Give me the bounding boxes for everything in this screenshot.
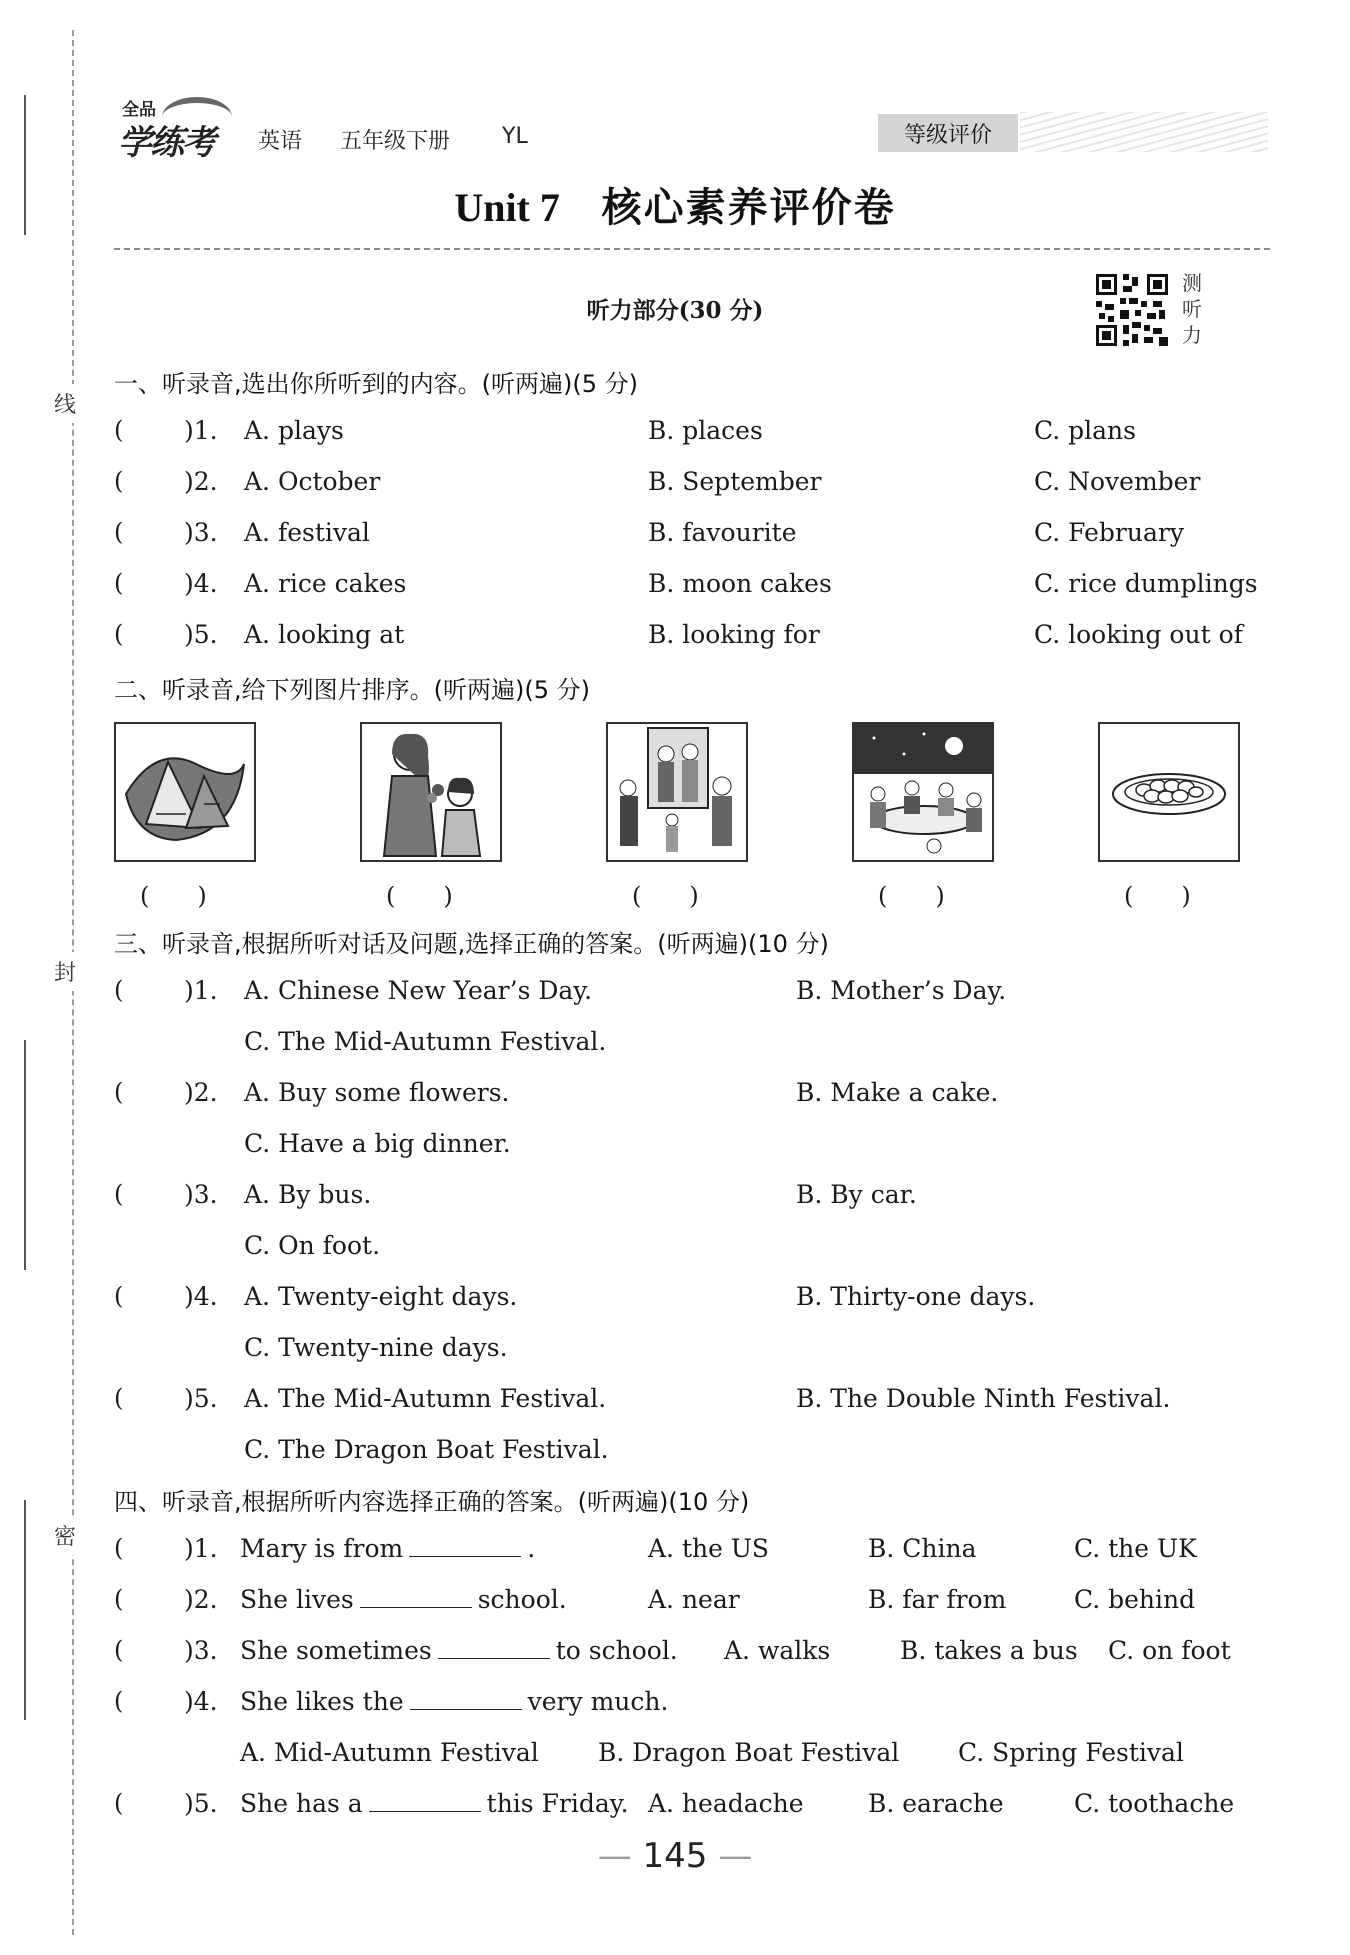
option-c[interactable]: C. on foot bbox=[1108, 1636, 1231, 1665]
question-number: )5. bbox=[184, 1789, 218, 1818]
option-a[interactable]: A. looking at bbox=[244, 620, 405, 649]
option-c[interactable]: C. Twenty-nine days. bbox=[244, 1333, 508, 1362]
option-b[interactable]: B. September bbox=[648, 467, 822, 496]
page-number: — 145 — bbox=[597, 1836, 753, 1876]
answer-paren-open[interactable]: ( bbox=[114, 1384, 124, 1412]
answer-paren-open[interactable]: ( bbox=[114, 569, 124, 597]
option-b[interactable]: B. far from bbox=[868, 1585, 1007, 1614]
grade-label: 五年级下册 bbox=[340, 129, 451, 154]
option-c[interactable]: C. November bbox=[1034, 467, 1201, 496]
question-number: )2. bbox=[184, 467, 218, 496]
option-b[interactable]: B. Mother’s Day. bbox=[796, 976, 1007, 1005]
option-b[interactable]: B. By car. bbox=[796, 1180, 917, 1209]
fill-in-blank[interactable] bbox=[369, 1789, 481, 1812]
fill-in-blank[interactable] bbox=[410, 1687, 522, 1710]
option-a[interactable]: A. walks bbox=[724, 1636, 831, 1665]
question-number: )1. bbox=[184, 416, 218, 445]
title-rule bbox=[114, 248, 1270, 250]
option-a[interactable]: A. headache bbox=[648, 1789, 804, 1818]
option-b[interactable]: B. earache bbox=[868, 1789, 1004, 1818]
margin-label-secret: 密 bbox=[54, 1516, 76, 1555]
stem-text-after: to school. bbox=[555, 1636, 678, 1665]
listening-heading: 听力部分(30 分) bbox=[586, 297, 764, 324]
option-c[interactable]: C. behind bbox=[1074, 1585, 1196, 1614]
edition-label: YL bbox=[502, 124, 528, 149]
answer-paren-open[interactable]: ( bbox=[114, 976, 124, 1004]
option-c[interactable]: C. On foot. bbox=[244, 1231, 381, 1260]
option-b[interactable]: B. China bbox=[868, 1534, 977, 1563]
decorative-stripes bbox=[1020, 112, 1268, 152]
option-a[interactable]: A. near bbox=[648, 1585, 740, 1614]
answer-paren-open[interactable]: ( bbox=[114, 1687, 124, 1715]
option-a[interactable]: A. plays bbox=[244, 416, 344, 445]
option-b[interactable]: B. Dragon Boat Festival bbox=[598, 1738, 900, 1767]
question-number: )1. bbox=[184, 976, 218, 1005]
question-number: )3. bbox=[184, 1180, 218, 1209]
answer-paren[interactable]: ( ) bbox=[140, 882, 207, 910]
question-number: )3. bbox=[184, 1636, 218, 1665]
answer-paren-open[interactable]: ( bbox=[114, 518, 124, 546]
option-b[interactable]: B. looking for bbox=[648, 620, 820, 649]
option-c[interactable]: C. The Mid-Autumn Festival. bbox=[244, 1027, 607, 1056]
answer-paren[interactable]: ( ) bbox=[632, 882, 699, 910]
margin-label-seal: 封 bbox=[54, 952, 76, 991]
option-c[interactable]: C. The Dragon Boat Festival. bbox=[244, 1435, 609, 1464]
answer-paren[interactable]: ( ) bbox=[878, 882, 945, 910]
answer-paren-open[interactable]: ( bbox=[114, 1585, 124, 1613]
stem-text-after: very much. bbox=[527, 1687, 669, 1716]
option-b[interactable]: B. Make a cake. bbox=[796, 1078, 999, 1107]
section3-heading: 三、听录音,根据所听对话及问题,选择正确的答案。(听两遍)(10 分) bbox=[114, 930, 829, 958]
answer-paren-open[interactable]: ( bbox=[114, 467, 124, 495]
option-a[interactable]: A. the US bbox=[648, 1534, 770, 1563]
option-b[interactable]: B. Thirty-one days. bbox=[796, 1282, 1036, 1311]
fill-in-blank[interactable] bbox=[360, 1585, 472, 1608]
margin-tick bbox=[24, 1040, 26, 1270]
question-number: )5. bbox=[184, 1384, 218, 1413]
answer-paren-open[interactable]: ( bbox=[114, 620, 124, 648]
stem-text-before: She likes the bbox=[240, 1687, 404, 1716]
question-number: )5. bbox=[184, 620, 218, 649]
option-a[interactable]: A. By bus. bbox=[244, 1180, 372, 1209]
option-a[interactable]: A. The Mid-Autumn Festival. bbox=[244, 1384, 607, 1413]
option-c[interactable]: C. plans bbox=[1034, 416, 1136, 445]
question-number: )2. bbox=[184, 1585, 218, 1614]
answer-paren[interactable]: ( ) bbox=[1124, 882, 1191, 910]
subject-label: 英语 bbox=[258, 129, 303, 154]
answer-paren-open[interactable]: ( bbox=[114, 1789, 124, 1817]
answer-paren-open[interactable]: ( bbox=[114, 1180, 124, 1208]
question-number: )4. bbox=[184, 1282, 218, 1311]
option-a[interactable]: A. rice cakes bbox=[244, 569, 407, 598]
page-title: Unit 7 核心素养评价卷 bbox=[454, 184, 896, 231]
margin-tick bbox=[24, 1500, 26, 1720]
option-a[interactable]: A. Twenty-eight days. bbox=[244, 1282, 518, 1311]
question-stem bbox=[240, 1687, 668, 1716]
answer-paren-open[interactable]: ( bbox=[114, 1534, 124, 1562]
rice-dumplings-picture bbox=[114, 722, 256, 862]
question-number: )2. bbox=[184, 1078, 218, 1107]
option-b[interactable]: B. favourite bbox=[648, 518, 797, 547]
option-c[interactable]: C. toothache bbox=[1074, 1789, 1235, 1818]
fill-in-blank[interactable] bbox=[409, 1534, 521, 1557]
question-number: )4. bbox=[184, 569, 218, 598]
option-c[interactable]: C. Have a big dinner. bbox=[244, 1129, 511, 1158]
answer-paren[interactable]: ( ) bbox=[386, 882, 453, 910]
option-b[interactable]: B. takes a bus bbox=[900, 1636, 1078, 1665]
option-a[interactable]: A. festival bbox=[244, 518, 370, 547]
stem-text-after: . bbox=[527, 1534, 536, 1563]
option-a[interactable]: A. Buy some flowers. bbox=[244, 1078, 510, 1107]
answer-paren-open[interactable]: ( bbox=[114, 1636, 124, 1664]
question-number: )1. bbox=[184, 1534, 218, 1563]
option-a[interactable]: A. October bbox=[244, 467, 381, 496]
grade-evaluation-badge: 等级评价 bbox=[878, 114, 1018, 152]
margin-label-line: 线 bbox=[54, 384, 76, 423]
stem-text-after: this Friday. bbox=[486, 1789, 629, 1818]
question-number: )3. bbox=[184, 518, 218, 547]
question-stem bbox=[240, 1585, 567, 1614]
answer-paren-open[interactable]: ( bbox=[114, 1078, 124, 1106]
option-b[interactable]: B. moon cakes bbox=[648, 569, 832, 598]
mother-daughter-flowers-picture bbox=[360, 722, 502, 862]
option-b[interactable]: B. The Double Ninth Festival. bbox=[796, 1384, 1171, 1413]
stem-text-before: Mary is from bbox=[240, 1534, 404, 1563]
question-number: )4. bbox=[184, 1687, 218, 1716]
stem-text-after: school. bbox=[477, 1585, 567, 1614]
option-c[interactable]: C. the UK bbox=[1074, 1534, 1197, 1563]
section4-heading: 四、听录音,根据所听内容选择正确的答案。(听两遍)(10 分) bbox=[114, 1488, 750, 1516]
option-c[interactable]: C. February bbox=[1034, 518, 1184, 547]
publisher-logo: 全品 学练考 bbox=[118, 95, 236, 165]
option-c[interactable]: C. looking out of bbox=[1034, 620, 1243, 649]
stem-text-before: She has a bbox=[240, 1789, 363, 1818]
qr-label: 测听力 bbox=[1182, 271, 1202, 347]
section2-heading: 二、听录音,给下列图片排序。(听两遍)(5 分) bbox=[114, 676, 590, 704]
question-stem bbox=[240, 1636, 678, 1665]
stem-text-before: She sometimes bbox=[240, 1636, 432, 1665]
option-a[interactable]: A. Mid-Autumn Festival bbox=[240, 1738, 539, 1767]
question-stem bbox=[240, 1534, 535, 1563]
option-c[interactable]: C. rice dumplings bbox=[1034, 569, 1258, 598]
option-c[interactable]: C. Spring Festival bbox=[958, 1738, 1184, 1767]
family-visit-picture bbox=[606, 722, 748, 862]
question-stem bbox=[240, 1789, 629, 1818]
answer-paren-open[interactable]: ( bbox=[114, 1282, 124, 1310]
option-b[interactable]: B. places bbox=[648, 416, 763, 445]
option-a[interactable]: A. Chinese New Year’s Day. bbox=[244, 976, 593, 1005]
stem-text-before: She lives bbox=[240, 1585, 354, 1614]
family-dinner-moon-picture bbox=[852, 722, 994, 862]
dumplings-plate-picture bbox=[1098, 722, 1240, 862]
answer-paren-open[interactable]: ( bbox=[114, 416, 124, 444]
qr-code-icon[interactable] bbox=[1096, 274, 1168, 346]
fill-in-blank[interactable] bbox=[438, 1636, 550, 1659]
section1-heading: 一、听录音,选出你所听到的内容。(听两遍)(5 分) bbox=[114, 370, 638, 398]
